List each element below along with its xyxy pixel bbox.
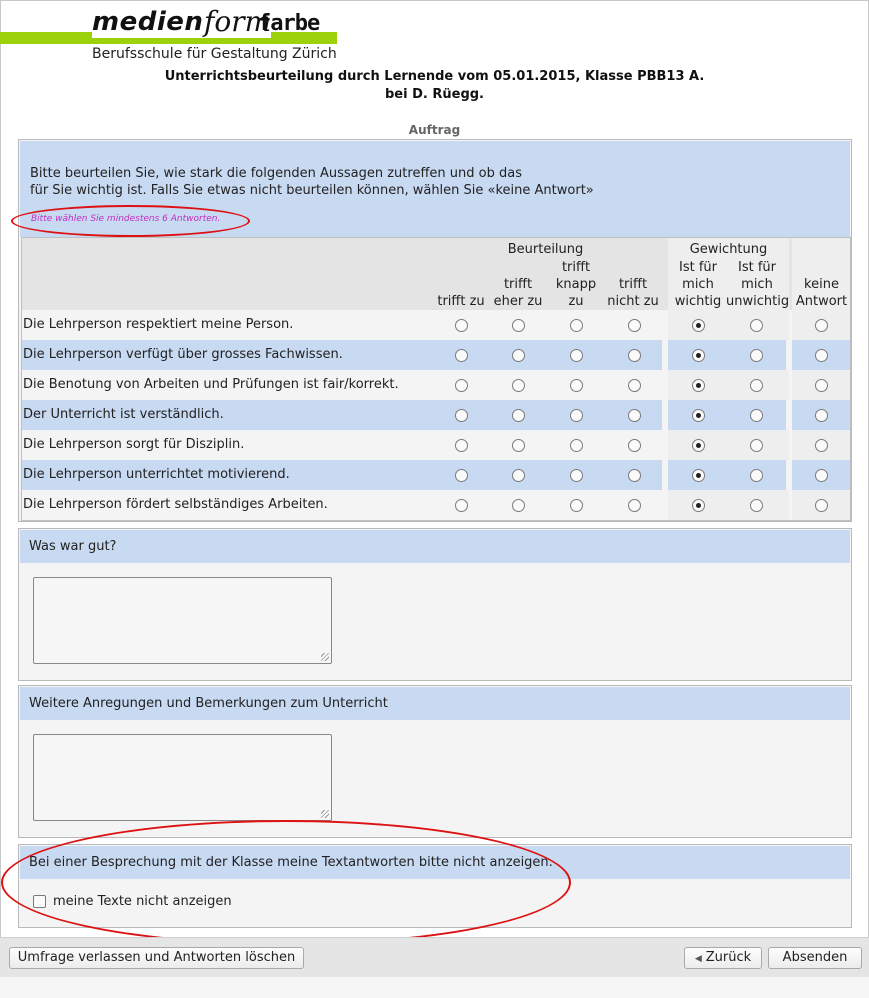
rating-radio-6[interactable] [750, 499, 763, 512]
rating-radio-6[interactable] [750, 319, 763, 332]
group-header-weight: Gewichtung [689, 242, 768, 257]
rating-radio-1[interactable] [455, 409, 468, 422]
col1-line2 [434, 276, 488, 293]
rating-radio-6[interactable] [750, 349, 763, 362]
rating-radio-3[interactable] [570, 319, 583, 332]
row-gap [786, 460, 792, 490]
survey-teacher: bei D. Rüegg. [385, 87, 484, 102]
col7-line1 [793, 259, 850, 276]
rating-radio-4[interactable] [628, 319, 641, 332]
col5-line2: mich [682, 277, 714, 292]
col3-line3: zu [568, 294, 584, 309]
row-gap [662, 400, 668, 430]
rating-radio-1[interactable] [455, 469, 468, 482]
hint-annotation-ellipse [11, 205, 250, 237]
col-header-trifft-eher-zu [490, 259, 546, 310]
rating-radio-5[interactable] [692, 499, 705, 512]
rating-radio-7[interactable] [815, 379, 828, 392]
rating-radio-4[interactable] [628, 349, 641, 362]
rating-row-label: Die Lehrperson respektiert meine Person. [23, 317, 294, 332]
rating-radio-2[interactable] [512, 349, 525, 362]
logo-word-medien: medien [92, 7, 204, 37]
group-header-rating: Beurteilung [507, 242, 584, 257]
rating-radio-2[interactable] [512, 409, 525, 422]
rating-row-label: Der Unterricht ist verständlich. [23, 407, 224, 422]
rating-row-label: Die Lehrperson fördert selbständiges Arbeiten. [23, 497, 328, 512]
intro-line-1: Bitte beurteilen Sie, wie stark die folgenden Aussagen zutreffen und ob das [30, 166, 522, 181]
rating-radio-7[interactable] [815, 349, 828, 362]
rating-row-label: Die Lehrperson unterrichtet motivierend. [23, 467, 290, 482]
row-gap [662, 340, 668, 370]
question-suggestions-panel [18, 685, 852, 838]
question-good-title: Was war gut? [29, 539, 117, 554]
logo-word-farbe: farbe [258, 11, 320, 36]
rating-radio-2[interactable] [512, 439, 525, 452]
rating-row-label: Die Lehrperson verfügt über grosses Fachwissen. [23, 347, 343, 362]
col-header-trifft-knapp-zu [549, 259, 603, 310]
intro-text [30, 165, 594, 199]
rating-radio-5[interactable] [692, 319, 705, 332]
rating-row [22, 430, 850, 460]
rating-row [22, 490, 850, 520]
rating-radio-1[interactable] [455, 499, 468, 512]
back-button[interactable] [684, 947, 762, 969]
question-good-panel [18, 528, 852, 681]
rating-radio-6[interactable] [750, 469, 763, 482]
rating-grid [21, 237, 851, 521]
back-button-label: Zurück [705, 950, 752, 965]
col5-line3: wichtig [674, 294, 722, 309]
col-header-trifft-nicht-zu [604, 259, 662, 310]
bottom-strip [0, 977, 869, 998]
rating-radio-2[interactable] [512, 499, 525, 512]
rating-radio-6[interactable] [750, 409, 763, 422]
rating-radio-5[interactable] [692, 409, 705, 422]
rating-radio-1[interactable] [455, 319, 468, 332]
rating-radio-3[interactable] [570, 439, 583, 452]
hide-texts-annotation-ellipse [1, 820, 571, 945]
rating-row-label: Die Benotung von Arbeiten und Prüfungen ist fair/korrekt. [23, 377, 399, 392]
rating-radio-3[interactable] [570, 469, 583, 482]
rating-radio-5[interactable] [692, 349, 705, 362]
col-header-trifft-zu [434, 259, 488, 310]
col5-line1: Ist für [679, 260, 717, 275]
col2-line2: trifft [503, 277, 533, 292]
col4-line2: trifft [618, 277, 648, 292]
hide-texts-title: Bei einer Besprechung mit der Klasse meine Textantworten bitte nicht anzeigen. [29, 855, 553, 870]
leave-survey-button[interactable]: Umfrage verlassen und Antworten löschen [9, 947, 304, 969]
rating-radio-2[interactable] [512, 469, 525, 482]
arrow-left-icon: ◀ [694, 954, 702, 964]
col7-line2: keine [804, 277, 839, 292]
row-gap [786, 340, 792, 370]
col-header-wichtig [670, 259, 726, 310]
rating-radio-5[interactable] [692, 379, 705, 392]
rating-radio-4[interactable] [628, 379, 641, 392]
rating-radio-1[interactable] [455, 439, 468, 452]
row-gap [662, 460, 668, 490]
resize-grip-icon[interactable] [321, 810, 329, 818]
rating-radio-7[interactable] [815, 319, 828, 332]
suggestions-textarea[interactable] [33, 734, 332, 821]
col1-line3: trifft zu [437, 294, 485, 309]
rating-radio-7[interactable] [815, 469, 828, 482]
rating-radio-7[interactable] [815, 439, 828, 452]
question-suggestions-header [20, 687, 850, 720]
rating-row [22, 400, 850, 430]
rating-radio-2[interactable] [512, 319, 525, 332]
rating-radio-2[interactable] [512, 379, 525, 392]
submit-button[interactable]: Absenden [768, 947, 862, 969]
rating-radio-6[interactable] [750, 439, 763, 452]
question-good-header [20, 530, 850, 563]
resize-grip-icon[interactable] [321, 653, 329, 661]
intro-line-2: für Sie wichtig ist. Falls Sie etwas nicht beurteilen können, wählen Sie «keine Antwort» [30, 183, 594, 198]
hide-texts-checkbox-label[interactable]: meine Texte nicht anzeigen [53, 894, 232, 909]
col6-line3: unwichtig [726, 294, 790, 309]
col4-line3: nicht zu [607, 294, 659, 309]
rating-radio-3[interactable] [570, 349, 583, 362]
col1-line1 [434, 259, 488, 276]
col3-line1: trifft [561, 260, 591, 275]
school-logo [0, 6, 345, 64]
rating-row-label: Die Lehrperson sorgt für Disziplin. [23, 437, 245, 452]
rating-radio-1[interactable] [455, 379, 468, 392]
survey-title: Unterrichtsbeurteilung durch Lernende vom 05.01.2015, Klasse PBB13 A. [164, 69, 705, 84]
col6-line2: mich [741, 277, 773, 292]
col6-line1: Ist für [738, 260, 776, 275]
col-header-unwichtig [726, 259, 788, 310]
row-gap [786, 400, 792, 430]
rating-intro [20, 141, 850, 237]
rating-radio-7[interactable] [815, 409, 828, 422]
rating-radio-6[interactable] [750, 379, 763, 392]
rating-radio-4[interactable] [628, 469, 641, 482]
logo-word-form: form [204, 5, 272, 38]
good-textarea[interactable] [33, 577, 332, 664]
rating-radio-7[interactable] [815, 499, 828, 512]
col2-line3: eher zu [493, 294, 543, 309]
col4-line1 [604, 259, 662, 276]
question-suggestions-title: Weitere Anregungen und Bemerkungen zum Unterricht [29, 696, 388, 711]
rating-radio-1[interactable] [455, 349, 468, 362]
rating-radio-5[interactable] [692, 439, 705, 452]
col-header-keine-antwort [793, 259, 850, 310]
rating-radio-3[interactable] [570, 409, 583, 422]
col7-line3: Antwort [795, 294, 848, 309]
rating-radio-4[interactable] [628, 409, 641, 422]
rating-radio-3[interactable] [570, 499, 583, 512]
rating-radio-3[interactable] [570, 379, 583, 392]
rating-row [22, 340, 850, 370]
logo-subtitle: Berufsschule für Gestaltung Zürich [92, 46, 337, 62]
rating-radio-4[interactable] [628, 439, 641, 452]
rating-radio-5[interactable] [692, 469, 705, 482]
rating-panel [18, 139, 852, 522]
rating-row [22, 310, 850, 340]
col3-line2: knapp [555, 277, 597, 292]
rating-row [22, 460, 850, 490]
rating-row [22, 370, 850, 400]
min-answers-hint: Bitte wählen Sie mindestens 6 Antworten. [31, 214, 221, 224]
section-title: Auftrag [408, 123, 461, 137]
rating-radio-4[interactable] [628, 499, 641, 512]
col2-line1 [490, 259, 546, 276]
footer-bar [0, 937, 869, 977]
